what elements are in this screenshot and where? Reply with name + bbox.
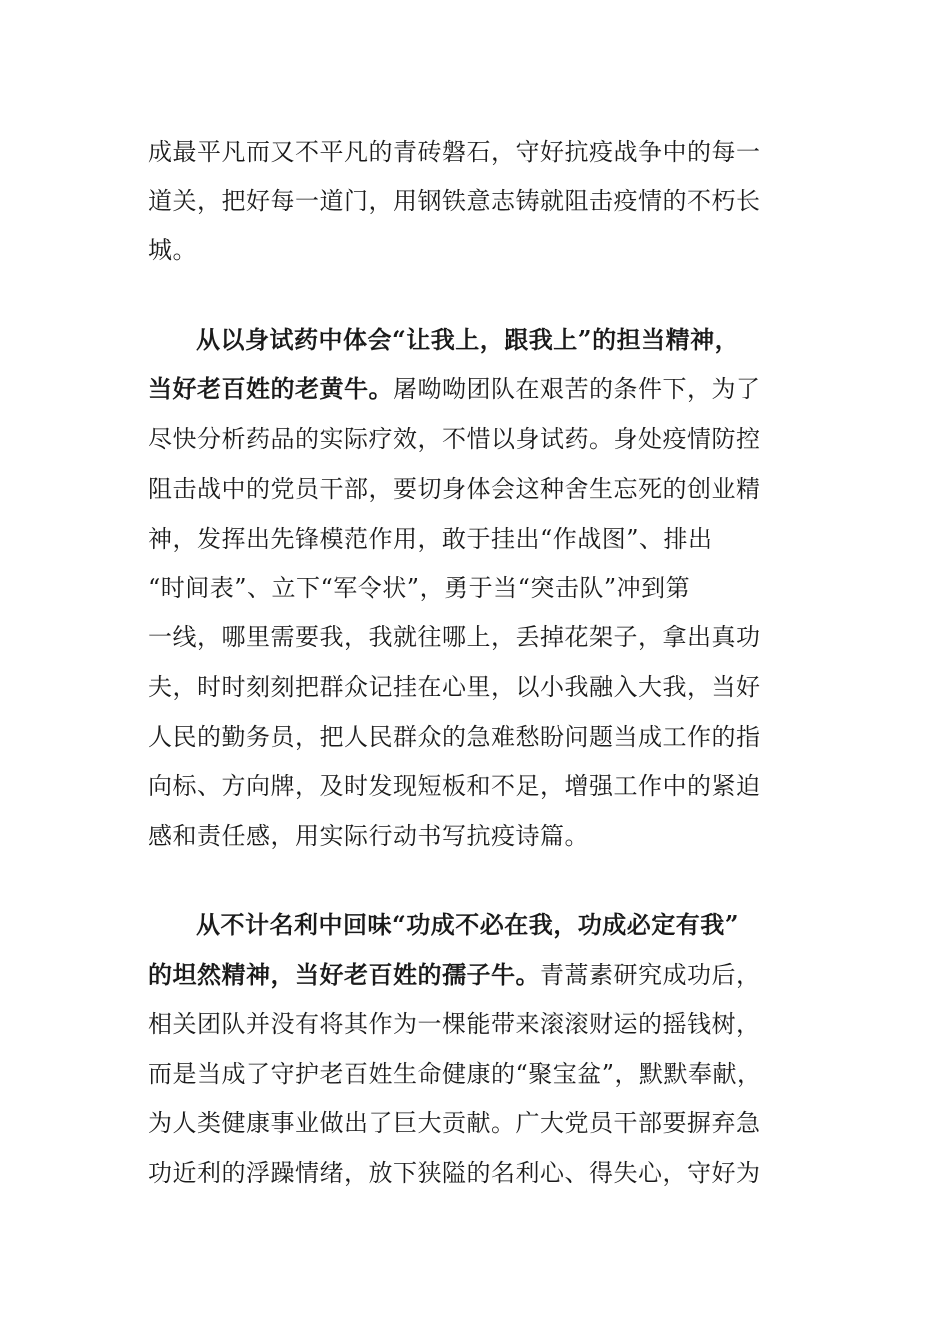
paragraph-3-line-2-text: 青蒿素研究成功后， — [540, 961, 761, 989]
paragraph-2-line-8: 夫，时时刻刻把群众记挂在心里，以小我融入大我，当好 — [148, 673, 761, 701]
paragraph-2-heading-line-1: 从以身试药中体会“让我上，跟我上”的担当精神， — [196, 325, 740, 354]
paragraph-1-line-1: 成最平凡而又不平凡的青砖磐石，守好抗疫战争中的每一 — [148, 138, 761, 166]
paragraph-3-line-3: 相关团队并没有将其作为一棵能带来滚滚财运的摇钱树， — [148, 1010, 761, 1038]
paragraph-1-line-2: 道关，把好每一道门，用钢铁意志铸就阻击疫情的不朽长 — [148, 187, 761, 215]
paragraph-2-line-6: “时间表”、立下“军令状”，勇于当“突击队”冲到第 — [148, 574, 691, 602]
paragraph-2-line-9: 人民的勤务员，把人民群众的急难愁盼问题当成工作的指 — [148, 723, 761, 751]
paragraph-2-line-2-text: 屠呦呦团队在艰苦的条件下，为了 — [393, 375, 761, 403]
paragraph-2-line-11: 感和责任感，用实际行动书写抗疫诗篇。 — [148, 822, 589, 850]
paragraph-2-line-5: 神，发挥出先锋模范作用，敢于挂出“作战图”、排出 — [148, 525, 713, 553]
paragraph-2-line-4: 阻击战中的党员干部，要切身体会这种舍生忘死的创业精 — [148, 475, 761, 503]
paragraph-3-line-5: 为人类健康事业做出了巨大贡献。广大党员干部要摒弃急 — [148, 1109, 761, 1137]
paragraph-2-line-10: 向标、方向牌，及时发现短板和不足，增强工作中的紧迫 — [148, 772, 761, 800]
paragraph-2-heading-line-2: 当好老百姓的老黄牛。 — [148, 374, 393, 403]
paragraph-2-line-3: 尽快分析药品的实际疗效，不惜以身试药。身处疫情防控 — [148, 425, 761, 453]
paragraph-3-heading-line-2: 的坦然精神，当好老百姓的孺子牛。 — [148, 960, 540, 989]
paragraph-1-line-3: 城。 — [148, 236, 197, 264]
paragraph-3-line-2 — [148, 960, 761, 990]
paragraph-2-line-7: 一线，哪里需要我，我就往哪上，丢掉花架子，拿出真功 — [148, 623, 761, 651]
paragraph-2-line-2 — [148, 374, 761, 404]
paragraph-3-heading-line-1: 从不计名利中回味“功成不必在我，功成必定有我” — [196, 910, 740, 939]
paragraph-3-line-6: 功近利的浮躁情绪，放下狭隘的名利心、得失心，守好为 — [148, 1159, 761, 1187]
paragraph-3-line-4: 而是当成了守护老百姓生命健康的“聚宝盆”，默默奉献， — [148, 1060, 762, 1088]
